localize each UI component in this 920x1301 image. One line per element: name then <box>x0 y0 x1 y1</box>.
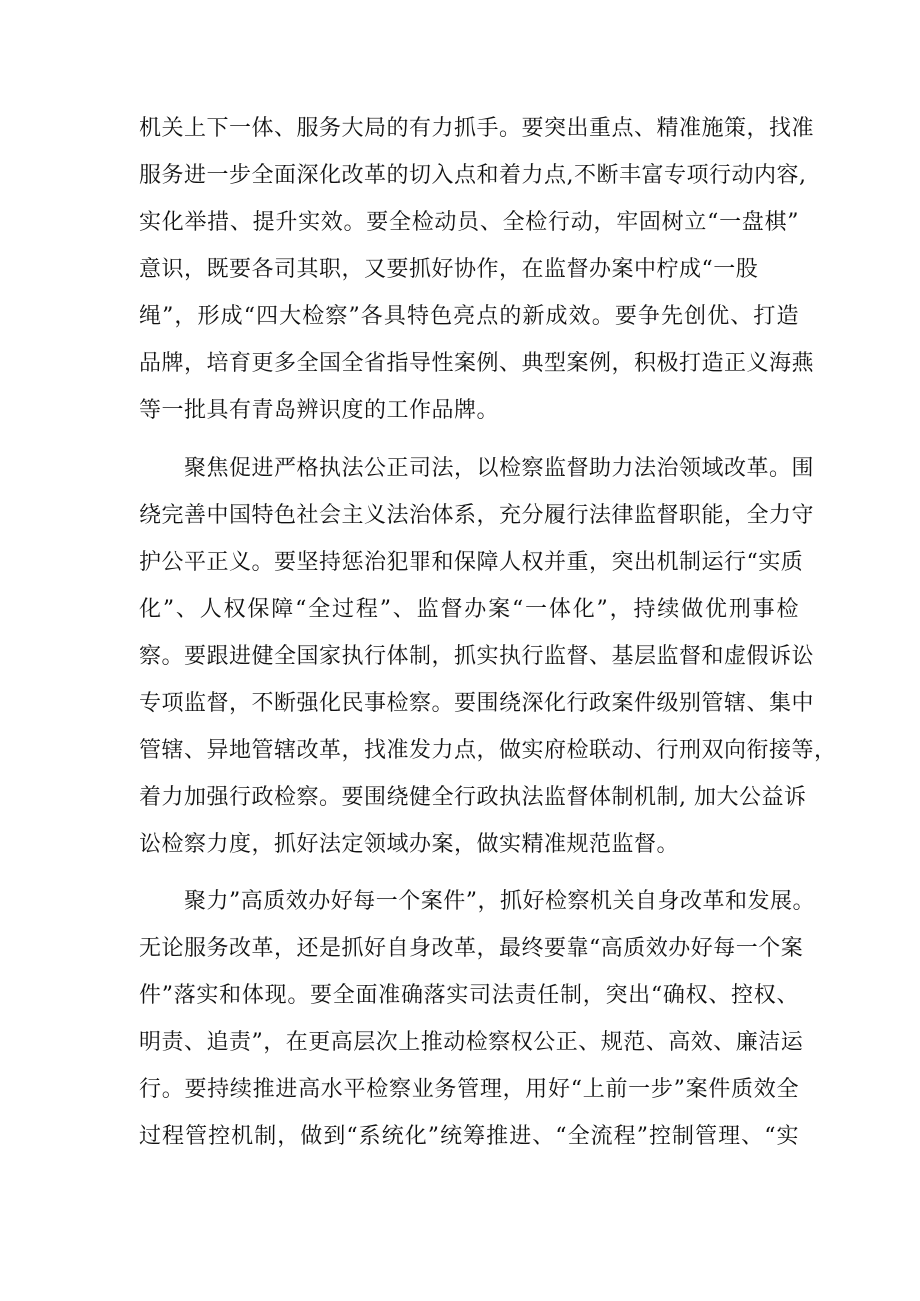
text-line: 过程管控机制，做到“系统化”统筹推进、“全流程”控制管理、“实 <box>139 1124 799 1149</box>
text-line: 件”落实和体现。要全面准确落实司法责任制，突出“确权、控权、 <box>139 983 799 1008</box>
paragraph-first-line: 聚力”高质效办好每一个案件”，抓好检察机关自身改革和发展。 <box>184 889 815 914</box>
text-line: 护公平正义。要坚持惩治犯罪和保障人权并重，突出机制运行“实质 <box>139 550 804 575</box>
text-line: 绕完善中国特色社会主义法治体系，充分履行法律监督职能，全力守 <box>139 503 815 528</box>
text-line: 无论服务改革，还是抓好自身改革，最终要靠“高质效办好每一个案 <box>139 936 804 961</box>
text-line: 意识，既要各司其职，又要抓好协作，在监督办案中柠成“一股 <box>139 257 759 282</box>
text-line: 化”、人权保障“全过程”、监督办案“一体化”，持续做优刑事检 <box>139 597 799 622</box>
text-line: 专项监督，不断强化民事检察。要围绕深化行政案件级别管辖、集中 <box>139 691 815 716</box>
text-line: 服务进一步全面深化改革的切入点和着力点,不断丰富专项行动内容, <box>139 163 807 188</box>
text-line: 绳”，形成“四大检察”各具特色亮点的新成效。要争先创优、打造 <box>139 304 799 329</box>
text-line: 明责、追责”，在更高层次上推动检察权公正、规范、高效、廉洁运 <box>139 1030 804 1055</box>
text-line: 着力加强行政检察。要围绕健全行政执法监督体制机制, 加大公益诉 <box>139 785 807 810</box>
text-line: 察。要跟进健全国家执行体制，抓实执行监督、基层监督和虚假诉讼 <box>139 644 815 669</box>
text-line: 讼检察力度，抓好法定领域办案，做实精准规范监督。 <box>139 832 680 857</box>
text-line: 行。要持续推进高水平检察业务管理，用好“上前一步”案件质效全 <box>139 1077 799 1102</box>
text-line: 机关上下一体、服务大局的有力抓手。要突出重点、精准施策，找准 <box>139 116 815 141</box>
text-line: 等一批具有青岛辨识度的工作品牌。 <box>139 398 500 423</box>
text-line: 实化举措、提升实效。要全检动员、全检行动，牢固树立“一盘棋” <box>139 210 799 235</box>
text-line: 品牌，培育更多全国全省指导性案例、典型案例，积极打造正义海燕 <box>139 351 815 376</box>
paragraph-first-line: 聚焦促进严格执法公正司法，以检察监督助力法治领域改革。围 <box>184 456 815 481</box>
text-line: 管辖、异地管辖改革，找准发力点，做实府检联动、行刑双向衔接等， <box>139 738 837 763</box>
